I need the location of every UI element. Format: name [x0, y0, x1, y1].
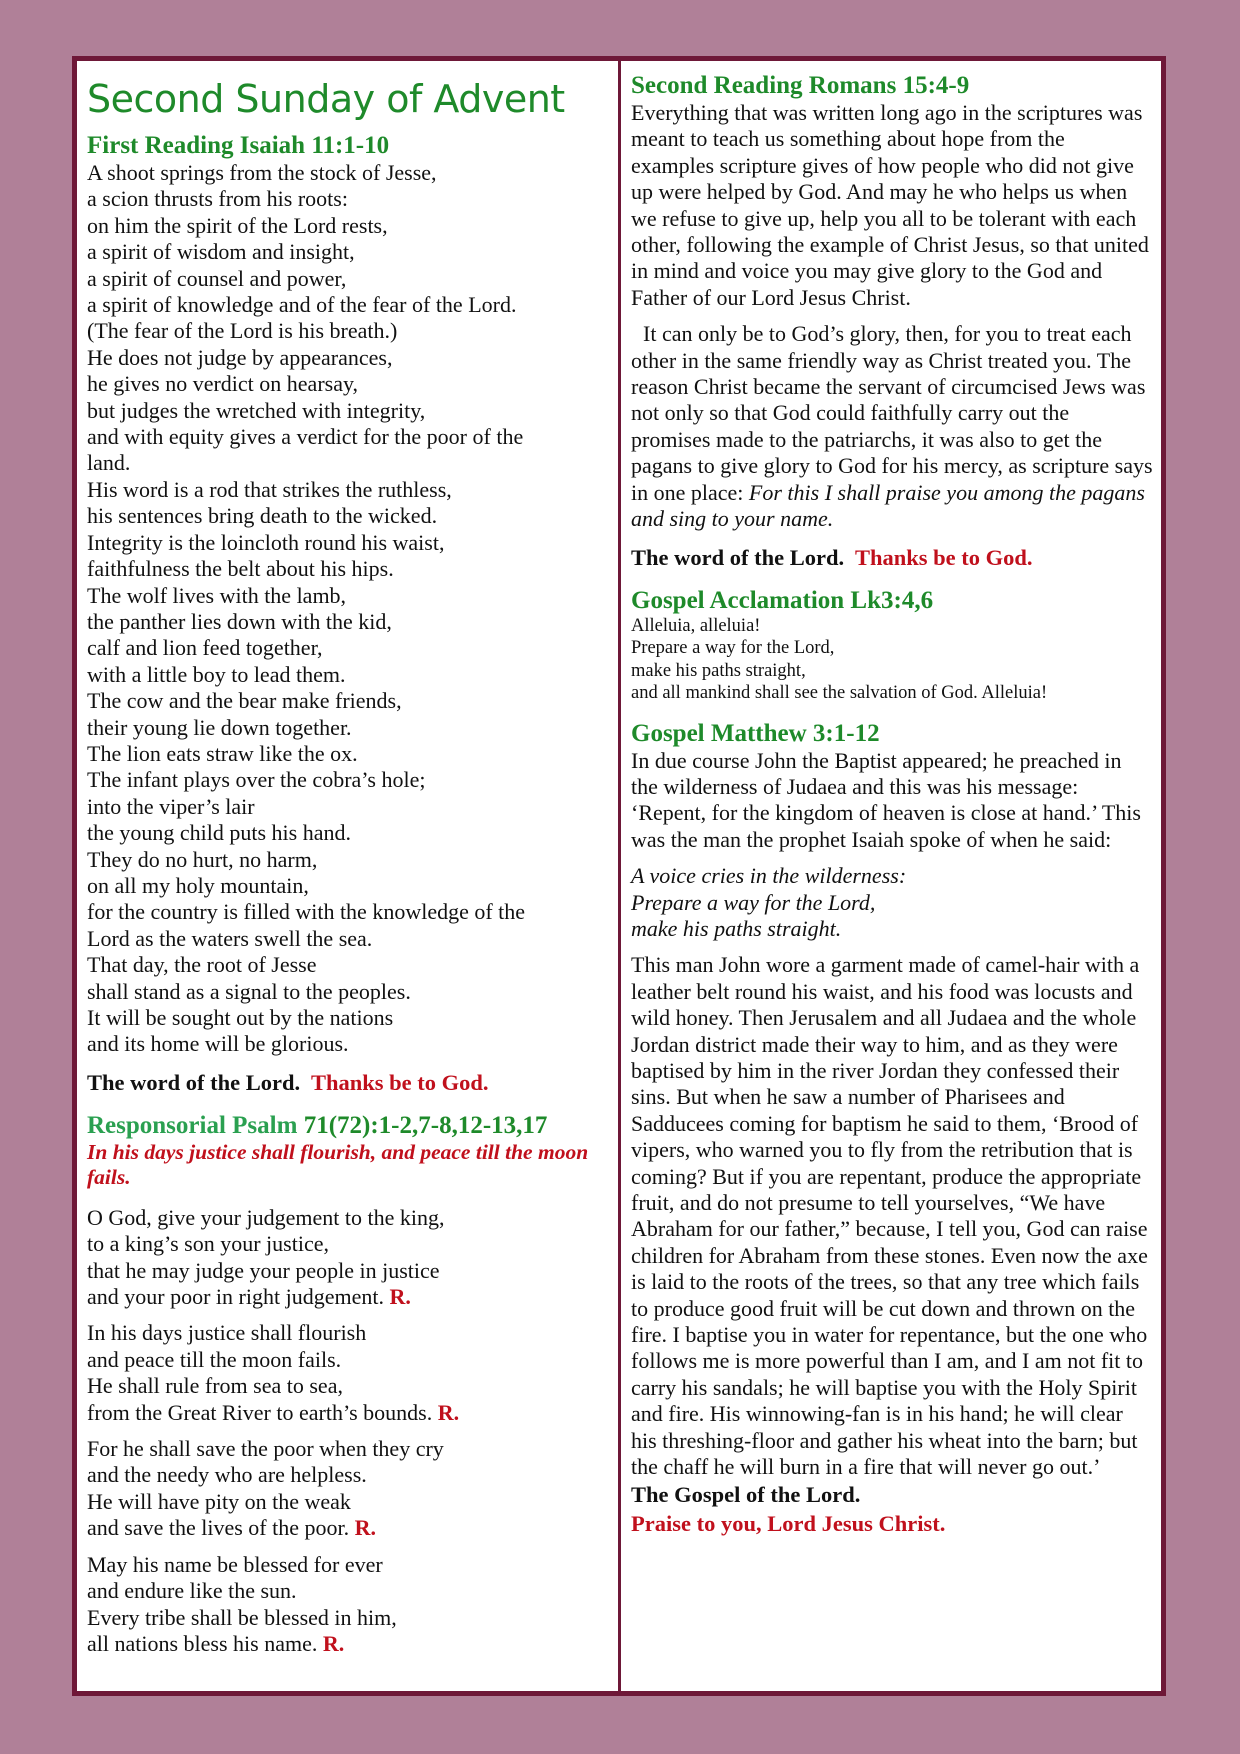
closing-response: Thanks be to God. [854, 544, 1033, 570]
acclamation-line: and all mankind shall see the salvation of God. Alleluia! [631, 683, 1048, 703]
gospel-quote [631, 863, 1153, 942]
verse-line: The infant plays over the cobra’s hole; [87, 767, 426, 793]
page-frame [72, 56, 1166, 1696]
verse-line [87, 1515, 610, 1541]
gospel-paragraph: This man John wore a garment made of camel-hair with a leather belt round his waist, and his food was locusts and wild honey. Then Jerusalem and all Judaea and the whole Jordan district made their way to him, and as they were baptised by him in the river Jordan they confessed their sins. But when he saw a number of Pharisees and Sadducees coming for baptism he said to them, ‘Brood of vipers, who warned you to fly from the retribution that is coming? But if you are repentant, produce the appropriate fruit, and do not presume to tell yourselves, “We have Abraham for our father,” because, I tell you, God can raise children for Abraham from these stones. Even now the axe is laid to the roots of the trees, so that any tree which fails to produce good fruit will be cut down and thrown on the fire. I baptise you in water for repentance, but the one who follows me is more powerful than I am, and I am not fit to carry his sandals; he will baptise you with the Holy Spirit and fire. His winnowing-fan is in his hand; he will clear his threshing-floor and gather his wheat into the barn; but the chaff he will burn in a fire that will never go out.’ [631, 952, 1148, 1480]
quote-line: A voice cries in the wilderness: [631, 863, 907, 889]
verse-line: and peace till the moon fails. [87, 1346, 342, 1372]
paragraph-text: It can only be to God’s glory, then, for you to treat each other in the same friendly way as Christ treated you. The reason Christ became the servant of circumcised Jews was not only so that God could faithfully carry out the promises made to the patriarchs, it was also to get the pagans to give glory to God for his mercy, as scripture says in one place: [631, 321, 1153, 505]
response-marker: R. [437, 1399, 460, 1425]
verse-line: shall stand as a signal to the peoples. [87, 978, 411, 1004]
psalm-heading [87, 1111, 610, 1140]
verse-line: The wolf lives with the lamb, [87, 582, 347, 608]
verse-text: from the Great River to earth’s bounds. [87, 1399, 433, 1425]
verse-line: their young lie down together. [87, 714, 352, 740]
verse-line: on all my holy mountain, [87, 872, 309, 898]
verse-text: and save the lives of the poor. [87, 1515, 350, 1541]
verse-line: May his name be blessed for ever [87, 1551, 383, 1577]
verse-line: The cow and the bear make friends, [87, 688, 402, 714]
verse-line: a spirit of counsel and power, [87, 265, 347, 291]
verse-line: A shoot springs from the stock of Jesse, [87, 160, 437, 185]
closing-text: The word of the Lord. [631, 544, 845, 570]
verse-line: In his days justice shall flourish [87, 1320, 367, 1346]
acclamation-text [631, 615, 1153, 705]
verse-text: all nations bless his name. [87, 1630, 318, 1656]
verse-line: That day, the root of Jesse [87, 952, 317, 978]
verse-line [87, 1400, 610, 1426]
verse-line: to a king’s son your justice, [87, 1231, 329, 1257]
verse-line: land. [87, 450, 131, 476]
first-reading-closing [87, 1068, 610, 1097]
page-content [77, 61, 1161, 1691]
left-column [77, 61, 621, 1691]
psalm-stanza [87, 1205, 610, 1311]
verse-line: his sentences bring death to the wicked. [87, 503, 438, 529]
acclamation-line: Alleluia, alleluia! [631, 615, 761, 636]
verse-line: (The fear of the Lord is his breath.) [87, 318, 398, 344]
verse-line: He will have pity on the weak [87, 1488, 351, 1514]
verse-line: the panther lies down with the kid, [87, 608, 392, 634]
verse-text: and your poor in right judgement. [87, 1284, 384, 1310]
quote-line: make his paths straight. [631, 915, 842, 941]
second-reading-heading: Second Reading Romans 15:4-9 [631, 72, 970, 99]
verse-line: He does not judge by appearances, [87, 344, 393, 370]
acclamation-heading: Gospel Acclamation Lk3:4,6 [631, 586, 934, 614]
verse-line: His word is a rod that strikes the ruthless, [87, 476, 452, 502]
verse-line [87, 1284, 610, 1310]
right-column [621, 61, 1161, 1691]
verse-line: but judges the wretched with integrity, [87, 397, 426, 423]
acclamation-line: make his paths straight, [631, 660, 806, 681]
first-reading-text [87, 160, 610, 1058]
psalm-stanza [87, 1320, 610, 1426]
verse-line: Lord as the waters swell the sea. [87, 925, 373, 951]
verse-line: with a little boy to lead them. [87, 661, 346, 687]
verse-line: faithfulness the belt about his hips. [87, 556, 394, 582]
verse-line: Integrity is the loincloth round his waist, [87, 529, 445, 555]
second-reading-paragraph [631, 321, 1153, 532]
verse-line: Every tribe shall be blessed in him, [87, 1604, 397, 1630]
response-marker: R. [354, 1515, 376, 1541]
verse-line: calf and lion feed together, [87, 635, 323, 661]
quote-line: Prepare a way for the Lord, [631, 889, 876, 915]
closing-text: The word of the Lord. [87, 1069, 301, 1095]
verse-line: and its home will be glorious. [87, 1031, 349, 1057]
verse-line: They do no hurt, no harm, [87, 846, 318, 872]
verse-line: on him the spirit of the Lord rests, [87, 212, 388, 238]
first-reading-heading: First Reading Isaiah 11:1-10 [87, 132, 390, 159]
verse-line: he gives no verdict on hearsay, [87, 371, 359, 397]
response-marker: R. [322, 1630, 345, 1656]
gospel-paragraph: In due course John the Baptist appeared; he preached in the wilderness of Judaea and this was his message: ‘Repent, for the kingdom of heaven is close at hand.’ This was the man the prophet Isaiah spoke of when he said: [631, 747, 1141, 852]
verse-line: that he may judge your people in justice [87, 1257, 440, 1283]
verse-line: and the needy who are helpless. [87, 1462, 367, 1488]
verse-line: into the viper’s lair [87, 793, 255, 819]
second-reading-paragraph: Everything that was written long ago in the scriptures was meant to teach us something about hope from the examples scripture gives of how people who did not give up were helped by God. And may he who helps us when we refuse to give up, help you all to be tolerant with each other, following the example of Christ Jesus, so that united in mind and voice you may give glory to the God and Father of our Lord Jesus Christ. [631, 100, 1149, 310]
verse-line: It will be sought out by the nations [87, 1005, 394, 1030]
verse-line: He shall rule from sea to sea, [87, 1373, 343, 1399]
second-reading-closing [631, 543, 1153, 572]
verse-line: the young child puts his hand. [87, 820, 351, 846]
verse-line: a spirit of wisdom and insight, [87, 239, 355, 265]
gospel-heading: Gospel Matthew 3:1-12 [631, 719, 880, 747]
psalm-stanza [87, 1552, 610, 1658]
psalm-response: In his days justice shall flourish, and peace till the moon fails. [87, 1139, 589, 1190]
closing-response: Thanks be to God. [310, 1069, 489, 1095]
gospel-closing: The Gospel of the Lord. [631, 1482, 861, 1508]
response-marker: R. [389, 1284, 411, 1310]
verse-line: O God, give your judgement to the king, [87, 1204, 445, 1230]
page-title: Second Sunday of Advent [87, 77, 565, 121]
psalm-heading-ref: 71(72):1-2,7-8,12-13,17 [303, 1111, 548, 1139]
gospel-response: Praise to you, Lord Jesus Christ. [631, 1511, 946, 1537]
scripture-quote: For this I shall praise you among the pagans and sing to your name. [631, 479, 1145, 532]
psalm-stanza [87, 1436, 610, 1542]
verse-line: and endure like the sun. [87, 1578, 297, 1604]
verse-line: for the country is filled with the knowledge of the [87, 899, 526, 925]
verse-line: For he shall save the poor when they cry [87, 1436, 444, 1462]
verse-line: a scion thrusts from his roots: [87, 186, 348, 212]
psalm-heading-label: Responsorial Psalm [87, 1111, 298, 1139]
verse-line: The lion eats straw like the ox. [87, 740, 358, 766]
verse-line: a spirit of knowledge and of the fear of the Lord. [87, 292, 517, 318]
verse-line: and with equity gives a verdict for the poor of the [87, 424, 524, 450]
verse-line [87, 1631, 610, 1657]
acclamation-line: Prepare a way for the Lord, [631, 638, 835, 658]
